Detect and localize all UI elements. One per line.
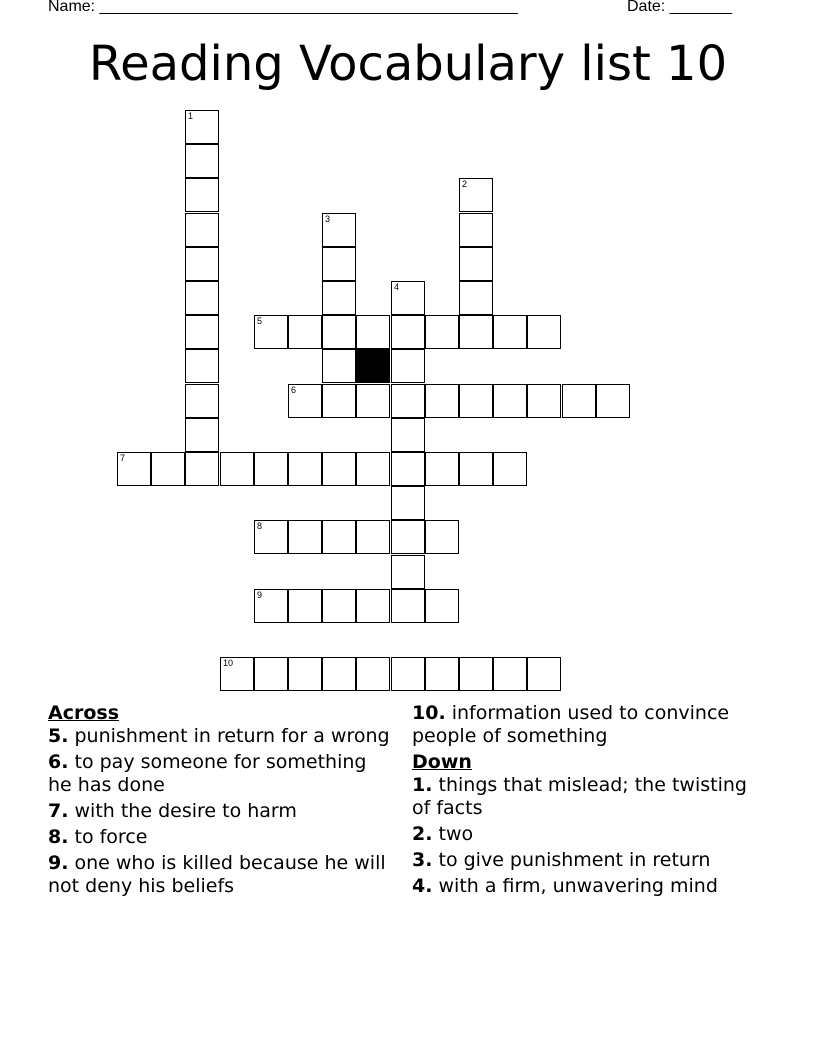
crossword-cell[interactable] (356, 520, 390, 554)
crossword-cell[interactable] (254, 520, 288, 554)
date-field[interactable]: _______ (669, 0, 732, 15)
clue-across-10 (412, 702, 757, 748)
crossword-cell[interactable] (322, 452, 356, 486)
clue-text: things that mislead; the twisting of facts (412, 774, 747, 819)
clue-text: to force (74, 826, 148, 848)
crossword-cell[interactable] (493, 452, 527, 486)
crossword-cell[interactable] (322, 281, 356, 315)
crossword-cell[interactable] (391, 555, 425, 589)
crossword-cell[interactable] (288, 520, 322, 554)
crossword-cell[interactable] (493, 315, 527, 349)
crossword-cell[interactable] (527, 657, 561, 691)
clue-text: with a firm, unwavering mind (438, 875, 718, 897)
crossword-cell[interactable] (356, 452, 390, 486)
crossword-cell[interactable] (322, 589, 356, 623)
crossword-cell[interactable] (459, 178, 493, 212)
crossword-cell[interactable] (185, 384, 219, 418)
crossword-cell[interactable] (322, 657, 356, 691)
cell-number: 8 (257, 521, 263, 531)
crossword-cell[interactable] (254, 452, 288, 486)
crossword-cell[interactable] (288, 315, 322, 349)
name-label: Name: (48, 0, 100, 15)
cell-number: 2 (462, 179, 468, 189)
crossword-cell[interactable] (220, 452, 254, 486)
crossword-cell[interactable] (254, 315, 288, 349)
crossword-cell[interactable] (391, 281, 425, 315)
crossword-cell[interactable] (391, 349, 425, 383)
cell-number: 9 (257, 590, 263, 600)
cell-number: 1 (188, 111, 194, 121)
clue-number: 2. (412, 823, 433, 845)
crossword-cell[interactable] (356, 384, 390, 418)
clue-text: to give punishment in return (438, 849, 711, 871)
clue-across-6 (48, 751, 393, 797)
clue-text: information used to convince people of something (412, 702, 730, 747)
clues-left-column (48, 702, 393, 901)
cell-number: 3 (325, 214, 331, 224)
page-title: Reading Vocabulary list 10 (88, 36, 728, 92)
crossword-cell[interactable] (425, 452, 459, 486)
cell-number: 6 (291, 385, 297, 395)
crossword-cell[interactable] (185, 213, 219, 247)
clue-number: 6. (48, 751, 69, 773)
crossword-cell[interactable] (185, 418, 219, 452)
crossword-cell[interactable] (425, 657, 459, 691)
cell-number: 7 (120, 453, 126, 463)
crossword-cell[interactable] (254, 657, 288, 691)
clue-text: with the desire to harm (74, 800, 297, 822)
cell-number: 5 (257, 316, 263, 326)
crossword-cell[interactable] (185, 247, 219, 281)
clue-number: 1. (412, 774, 433, 796)
crossword-cell[interactable] (356, 589, 390, 623)
clue-number: 5. (48, 725, 69, 747)
crossword-cell[interactable] (151, 452, 185, 486)
crossword-cell[interactable] (185, 315, 219, 349)
crossword-cell[interactable] (459, 315, 493, 349)
crossword-cell[interactable] (322, 247, 356, 281)
crossword-cell[interactable] (185, 144, 219, 178)
crossword-cell[interactable] (459, 213, 493, 247)
cell-number: 4 (394, 282, 400, 292)
crossword-cell[interactable] (288, 657, 322, 691)
crossword-cell[interactable] (391, 418, 425, 452)
crossword-cell[interactable] (322, 213, 356, 247)
clue-text: punishment in return for a wrong (74, 725, 390, 747)
clue-down-3 (412, 849, 757, 872)
crossword-cell[interactable] (185, 110, 219, 144)
crossword-cell[interactable] (220, 657, 254, 691)
crossword-cell[interactable] (425, 589, 459, 623)
clue-down-4 (412, 875, 757, 898)
crossword-cell[interactable] (117, 452, 151, 486)
crossword-cell[interactable] (288, 589, 322, 623)
crossword-cell[interactable] (322, 315, 356, 349)
crossword-cell[interactable] (459, 384, 493, 418)
crossword-cell[interactable] (322, 349, 356, 383)
down-heading: Down (412, 751, 472, 773)
clue-across-9 (48, 852, 393, 898)
crossword-cell[interactable] (254, 589, 288, 623)
crossword-cell[interactable] (459, 281, 493, 315)
crossword-cell[interactable] (493, 657, 527, 691)
crossword-cell[interactable] (527, 384, 561, 418)
clue-number: 8. (48, 826, 69, 848)
crossword-cell[interactable] (391, 315, 425, 349)
clue-across-5 (48, 725, 393, 748)
crossword-cell[interactable] (391, 452, 425, 486)
crossword-cell[interactable] (185, 178, 219, 212)
clue-across-8 (48, 826, 393, 849)
crossword-cell[interactable] (527, 315, 561, 349)
crossword-cell[interactable] (322, 520, 356, 554)
crossword-cell[interactable] (185, 452, 219, 486)
black-cell (356, 349, 390, 383)
crossword-cell[interactable] (356, 657, 390, 691)
crossword-cell[interactable] (425, 315, 459, 349)
crossword-cell[interactable] (391, 657, 425, 691)
crossword-cell[interactable] (185, 349, 219, 383)
clue-down-2 (412, 823, 757, 846)
clue-number: 7. (48, 800, 69, 822)
clue-down-1 (412, 774, 757, 820)
crossword-cell[interactable] (459, 452, 493, 486)
crossword-cell[interactable] (493, 384, 527, 418)
crossword-cell[interactable] (562, 384, 596, 418)
crossword-cell[interactable] (391, 384, 425, 418)
clues-right-column (412, 702, 757, 901)
crossword-cell[interactable] (425, 384, 459, 418)
crossword-cell[interactable] (288, 452, 322, 486)
clue-across-7 (48, 800, 393, 823)
crossword-cell[interactable] (356, 315, 390, 349)
clue-text: to pay someone for something he has done (48, 751, 367, 796)
name-field[interactable]: _______________________________________________ (99, 0, 518, 15)
crossword-cell[interactable] (425, 520, 459, 554)
date-label: Date: (627, 0, 670, 15)
crossword-cell[interactable] (391, 589, 425, 623)
clue-number: 3. (412, 849, 433, 871)
clue-number: 4. (412, 875, 433, 897)
clue-text: two (438, 823, 474, 845)
crossword-cell[interactable] (185, 281, 219, 315)
crossword-cell[interactable] (322, 384, 356, 418)
cell-number: 10 (223, 658, 234, 668)
crossword-cell[interactable] (391, 520, 425, 554)
clue-text: one who is killed because he will not deny his beliefs (48, 852, 386, 897)
clue-number: 9. (48, 852, 69, 874)
across-heading: Across (48, 702, 120, 724)
crossword-cell[interactable] (459, 247, 493, 281)
crossword-cell[interactable] (459, 657, 493, 691)
clue-number: 10. (412, 702, 446, 724)
crossword-cell[interactable] (288, 384, 322, 418)
crossword-cell[interactable] (596, 384, 630, 418)
crossword-cell[interactable] (391, 486, 425, 520)
